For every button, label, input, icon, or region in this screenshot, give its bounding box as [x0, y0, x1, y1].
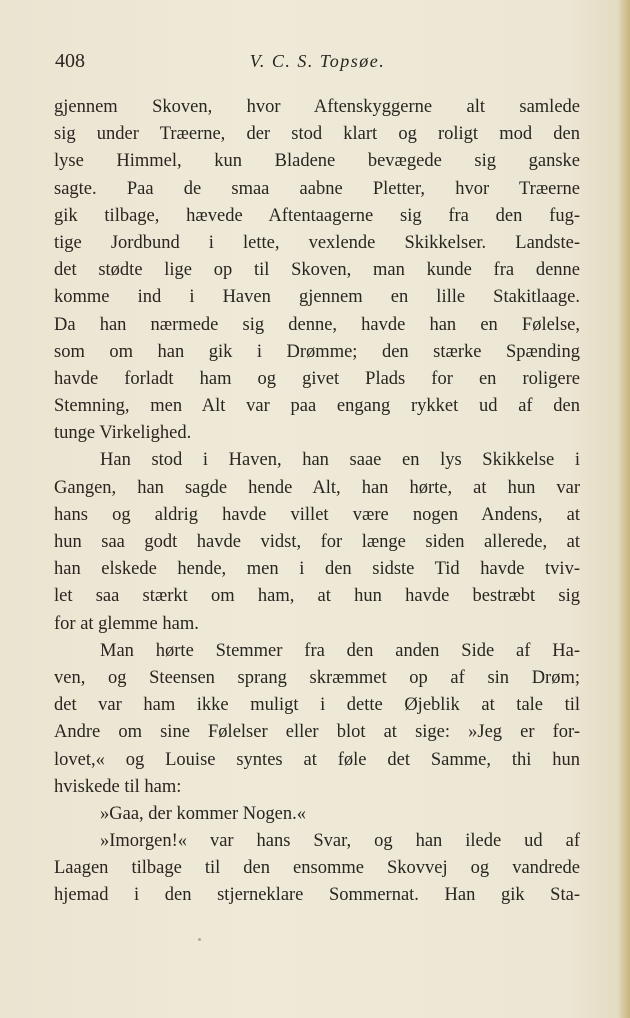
running-head: V. C. S. Topsøe. [249, 51, 386, 71]
text-line: gjennem Skoven, hvor Aftenskyggerne alt samlede [54, 97, 580, 117]
text-line: hjemad i den stjerneklare Sommernat. Han gik Sta- [54, 885, 580, 906]
text-line: lovet,« og Louise syntes at føle det Samme, thi hun [54, 749, 580, 770]
text-line: Man hørte Stemmer fra den anden Side af Ha- [100, 640, 580, 661]
text-line: Gangen, han sagde hende Alt, han hørte, at hun var [54, 477, 580, 498]
body-text [54, 94, 580, 910]
text-line: som om han gik i Drømme; den stærke Spænding [54, 341, 580, 362]
text-line: komme ind i Haven gjennem en lille Stakitlaage. [54, 287, 580, 308]
text-line: tunge Virkelighed. [54, 423, 192, 444]
text-line: Laagen tilbage til den ensomme Skovvej og vandrede [54, 858, 580, 879]
text-line: for at glemme ham. [54, 613, 199, 634]
text-line: Da han nærmede sig denne, havde han en Følelse, [54, 314, 580, 335]
text-line: sagte. Paa de smaa aabne Pletter, hvor Træerne [54, 178, 580, 199]
text-line: hans og aldrig havde villet være nogen Andens, at [54, 504, 580, 525]
text-line: Han stod i Haven, han saae en lys Skikkelse i [100, 450, 580, 471]
print-speck [198, 938, 201, 941]
text-line: lyse Himmel, kun Bladene bevægede sig ganske [54, 151, 580, 172]
text-line: det stødte lige op til Skoven, man kunde fra denne [54, 260, 580, 281]
text-line: hviskede til ham: [54, 776, 182, 797]
text-line: Andre om sine Følelser eller blot at sige: »Jeg er for- [54, 722, 580, 743]
text-line: tige Jordbund i lette, vexlende Skikkelser. Landste- [54, 232, 580, 253]
text-line: Stemning, men Alt var paa engang rykket ud af den [54, 396, 580, 417]
text-line: let saa stærkt om ham, at hun havde bestræbt sig [54, 586, 580, 607]
page-header [55, 48, 580, 74]
text-line: »Gaa, der kommer Nogen.« [100, 803, 307, 824]
text-line: sig under Træerne, der stod klart og roligt mod den [54, 124, 580, 145]
text-line: »Imorgen!« var hans Svar, og han ilede ud af [100, 831, 580, 852]
text-line: det var ham ikke muligt i dette Øjeblik at tale til [54, 695, 580, 716]
text-line: havde forladt ham og givet Plads for en roligere [54, 368, 580, 389]
text-line: gik tilbage, hævede Aftentaagerne sig fra den fug- [54, 205, 580, 226]
text-line: ven, og Steensen sprang skræmmet op af sin Drøm; [54, 667, 580, 688]
page-edge [618, 0, 630, 1018]
text-line: hun saa godt havde vidst, for længe siden allerede, at [54, 532, 580, 552]
text-line: han elskede hende, men i den sidste Tid havde tviv- [54, 559, 580, 580]
page-number: 408 [55, 50, 85, 72]
